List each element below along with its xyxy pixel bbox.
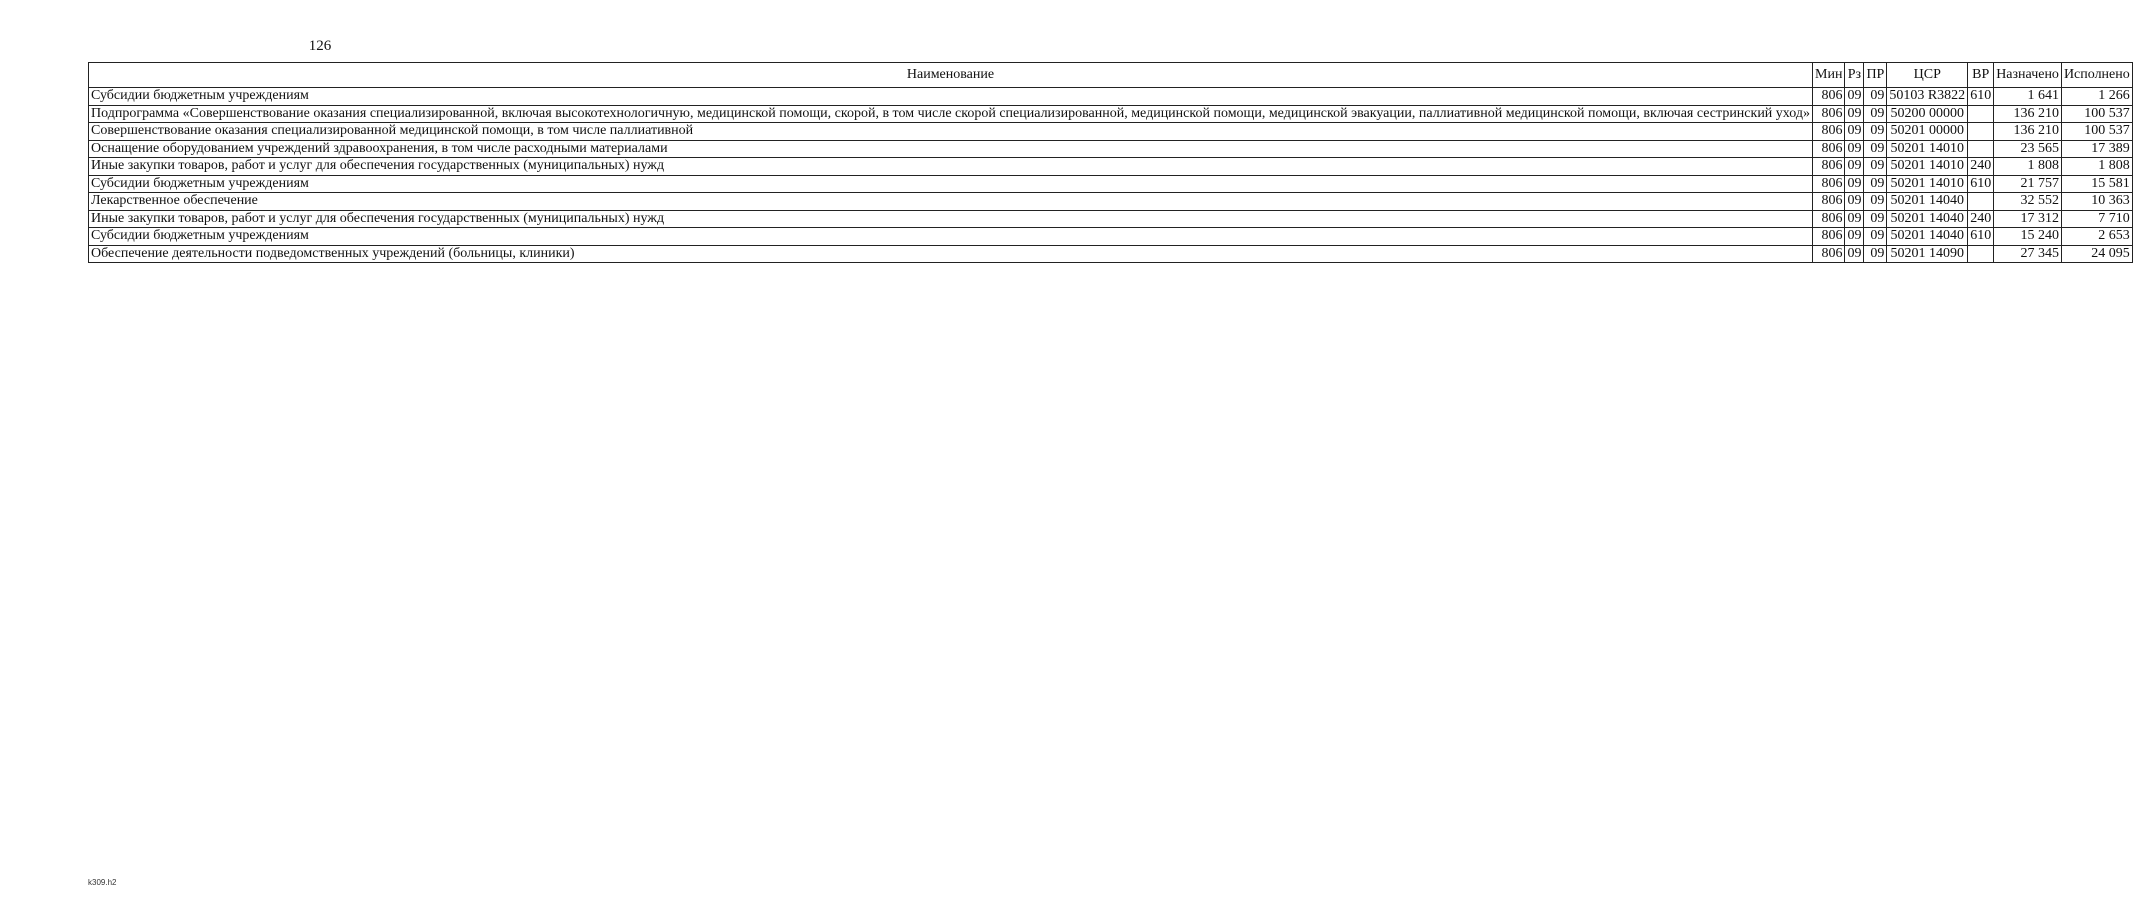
cell-vr: 610 [1968,175,1994,193]
table-row [89,88,2133,106]
cell-assigned: 1 641 [1994,88,2062,106]
cell-pr: 09 [1864,175,1887,193]
cell-min: 806 [1813,175,1845,193]
header-csr: ЦСР [1887,63,1968,88]
cell-name: Обеспечение деятельности подведомственных учреждений (больницы, клиники) [89,245,1813,263]
cell-min: 806 [1813,210,1845,228]
header-assigned: Назначено [1994,63,2062,88]
cell-csr: 50201 14040 [1887,210,1968,228]
cell-vr: 240 [1968,158,1994,176]
table-row [89,210,2133,228]
cell-executed: 15 581 [2061,175,2132,193]
cell-min: 806 [1813,105,1845,123]
cell-csr: 50103 R3822 [1887,88,1968,106]
budget-table [88,62,2133,263]
cell-assigned: 15 240 [1994,228,2062,246]
cell-pr: 09 [1864,210,1887,228]
cell-rz: 09 [1845,175,1864,193]
cell-name: Иные закупки товаров, работ и услуг для обеспечения государственных (муниципальных) нужд [89,210,1813,228]
table-row [89,228,2133,246]
cell-pr: 09 [1864,140,1887,158]
cell-min: 806 [1813,88,1845,106]
cell-min: 806 [1813,158,1845,176]
cell-rz: 09 [1845,88,1864,106]
header-pr: ПР [1864,63,1887,88]
cell-executed: 7 710 [2061,210,2132,228]
cell-assigned: 23 565 [1994,140,2062,158]
cell-rz: 09 [1845,210,1864,228]
cell-assigned: 27 345 [1994,245,2062,263]
cell-min: 806 [1813,193,1845,211]
cell-pr: 09 [1864,88,1887,106]
table-header-row [89,63,2133,88]
cell-vr: 240 [1968,210,1994,228]
cell-csr: 50201 14010 [1887,140,1968,158]
table-row [89,123,2133,141]
table-row [89,140,2133,158]
header-name: Наименование [89,63,1813,88]
cell-vr [1968,123,1994,141]
cell-name: Субсидии бюджетным учреждениям [89,175,1813,193]
cell-csr: 50201 14040 [1887,228,1968,246]
cell-vr: 610 [1968,88,1994,106]
cell-executed: 17 389 [2061,140,2132,158]
cell-vr: 610 [1968,228,1994,246]
cell-rz: 09 [1845,158,1864,176]
cell-min: 806 [1813,245,1845,263]
footer-code: k309.h2 [88,878,117,887]
cell-pr: 09 [1864,228,1887,246]
cell-name: Субсидии бюджетным учреждениям [89,88,1813,106]
cell-pr: 09 [1864,123,1887,141]
cell-executed: 24 095 [2061,245,2132,263]
cell-assigned: 1 808 [1994,158,2062,176]
table-row [89,193,2133,211]
cell-executed: 1 266 [2061,88,2132,106]
cell-assigned: 32 552 [1994,193,2062,211]
header-rz: Рз [1845,63,1864,88]
cell-rz: 09 [1845,105,1864,123]
cell-vr [1968,245,1994,263]
cell-rz: 09 [1845,193,1864,211]
cell-executed: 100 537 [2061,105,2132,123]
header-executed: Исполнено [2061,63,2132,88]
cell-vr [1968,140,1994,158]
cell-csr: 50201 14010 [1887,175,1968,193]
table-row [89,158,2133,176]
cell-pr: 09 [1864,158,1887,176]
cell-name: Оснащение оборудованием учреждений здравоохранения, в том числе расходными материалами [89,140,1813,158]
cell-assigned: 136 210 [1994,105,2062,123]
cell-assigned: 17 312 [1994,210,2062,228]
table-body [89,88,2133,263]
cell-pr: 09 [1864,105,1887,123]
cell-rz: 09 [1845,228,1864,246]
page-number: 126 [308,38,332,54]
cell-name: Совершенствование оказания специализированной медицинской помощи, в том числе паллиативной [89,123,1813,141]
cell-rz: 09 [1845,123,1864,141]
cell-executed: 1 808 [2061,158,2132,176]
cell-csr: 50201 14090 [1887,245,1968,263]
cell-name: Подпрограмма «Совершенствование оказания специализированной, включая высокотехнологичную, медицинской помощи, скорой, в том числе скорой специализированной, медицинской помощи, медицинской эвакуации, паллиативной медицинской помощи, включая сестринский уход» [89,105,1813,123]
header-min: Мин [1813,63,1845,88]
header-vr: ВР [1968,63,1994,88]
cell-executed: 100 537 [2061,123,2132,141]
cell-csr: 50201 00000 [1887,123,1968,141]
cell-min: 806 [1813,140,1845,158]
cell-min: 806 [1813,123,1845,141]
cell-vr [1968,193,1994,211]
cell-assigned: 21 757 [1994,175,2062,193]
cell-rz: 09 [1845,140,1864,158]
cell-name: Иные закупки товаров, работ и услуг для обеспечения государственных (муниципальных) нужд [89,158,1813,176]
cell-executed: 2 653 [2061,228,2132,246]
table-row [89,175,2133,193]
table-row [89,245,2133,263]
cell-min: 806 [1813,228,1845,246]
cell-pr: 09 [1864,245,1887,263]
cell-pr: 09 [1864,193,1887,211]
cell-name: Лекарственное обеспечение [89,193,1813,211]
cell-executed: 10 363 [2061,193,2132,211]
table-row [89,105,2133,123]
cell-vr [1968,105,1994,123]
cell-csr: 50200 00000 [1887,105,1968,123]
cell-csr: 50201 14010 [1887,158,1968,176]
cell-name: Субсидии бюджетным учреждениям [89,228,1813,246]
cell-assigned: 136 210 [1994,123,2062,141]
cell-csr: 50201 14040 [1887,193,1968,211]
cell-rz: 09 [1845,245,1864,263]
